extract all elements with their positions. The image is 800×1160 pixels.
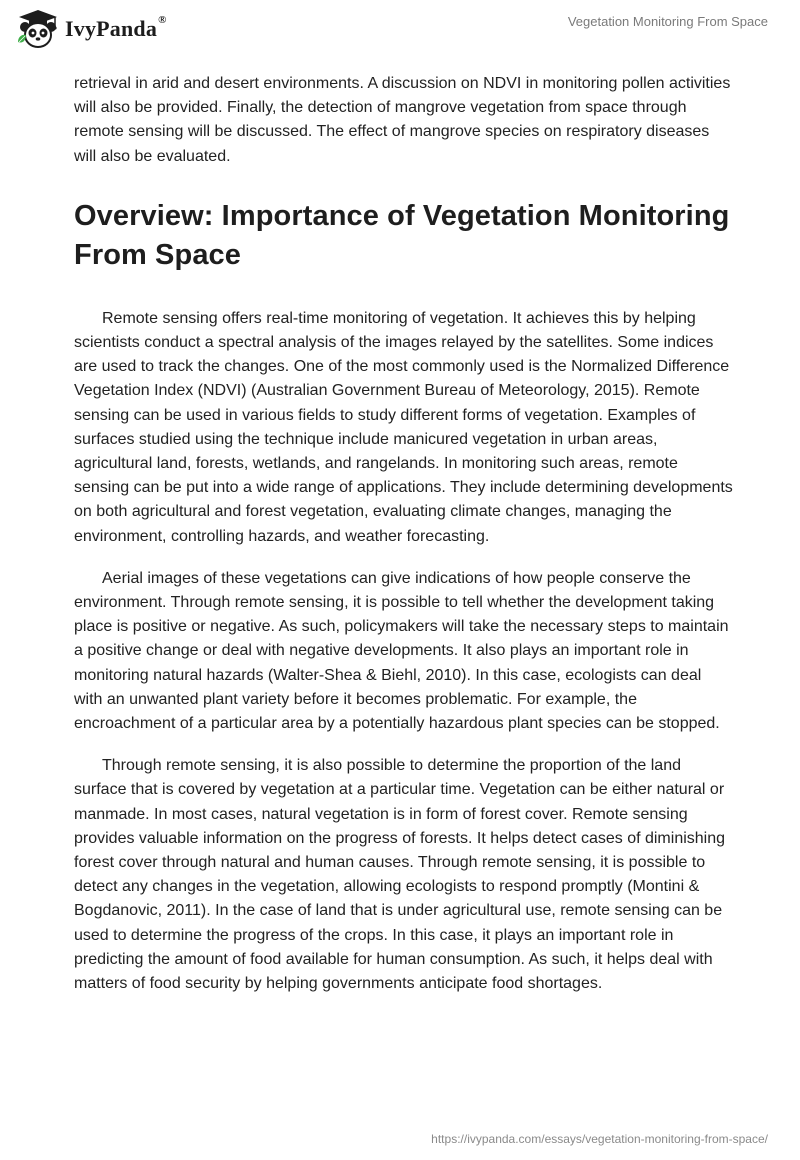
document-title: Vegetation Monitoring From Space	[567, 14, 768, 29]
paragraph: Remote sensing offers real-time monitoring of vegetation. It achieves this by helping scientists conduct a spectral analysis of the images relayed by the satellites. Some indices are used to track the changes. One of the most commonly used is the Normalized Difference Vegetation Index (NDVI) (Australian Government Bureau of Meteorology, 2015). Remote sensing can be used in various fields to study different forms of vegetation. Examples of surfaces studied using the technique include manicured vegetation in urban areas, agricultural land, forests, wetlands, and rangelands. In monitoring such areas, remote sensing can be put into a wide range of applications. They include determining developments on both agricultural and forest vegetation, evaluating climate changes, managing the environment, controlling hazards, and weather forecasting.	[74, 309, 733, 545]
paragraph: Through remote sensing, it is also possible to determine the proportion of the land surface that is covered by vegetation at a particular time. Vegetation can be either natural or manmade. In most cases, natural vegetation is in form of forest cover. Remote sensing provides valuable information on the progress of forests. It helps detect cases of diminishing forest cover through natural and human causes. Through remote sensing, it is possible to detect any changes in the vegetation, allowing ecologists to respond promptly (Montini & Bogdanovic, 2011). In the case of land that is under agricultural use, remote sensing can be used to determine the progress of the crops. In this case, it plays an important role in predicting the amount of food available for human consumption. As such, it helps deal with matters of food security by helping governments anticipate food shortages.	[74, 757, 726, 993]
section-heading: Overview: Importance of Vegetation Monitoring From Space	[74, 199, 730, 271]
source-url-link[interactable]: https://ivypanda.com/essays/vegetation-monitoring-from-space/	[431, 1132, 768, 1146]
article-body	[74, 72, 734, 1014]
ivypanda-logo[interactable]	[15, 8, 215, 50]
page-header	[0, 0, 800, 56]
logo-text: IvyPanda®	[65, 14, 167, 41]
paragraph: Aerial images of these vegetations can give indications of how people conserve the environment. Through remote sensing, it is possible to tell whether the development taking place is positive or negative. As such, policymakers will take the necessary steps to maintain a positive change or deal with negative developments. It also plays an important role in monitoring natural hazards (Walter-Shea & Biehl, 2010). In this case, ecologists can deal with an unwanted plant variety before it becomes problematic. For example, the encroachment of a particular area by a potentially hazardous plant species can be stopped.	[74, 569, 729, 733]
intro-paragraph: retrieval in arid and desert environments. A discussion on NDVI in monitoring pollen activities will also be provided. Finally, the detection of mangrove vegetation from space through remote sensing will be discussed. The effect of mangrove species on respiratory diseases will also be evaluated.	[74, 75, 731, 165]
panda-graduate-icon	[15, 8, 61, 50]
